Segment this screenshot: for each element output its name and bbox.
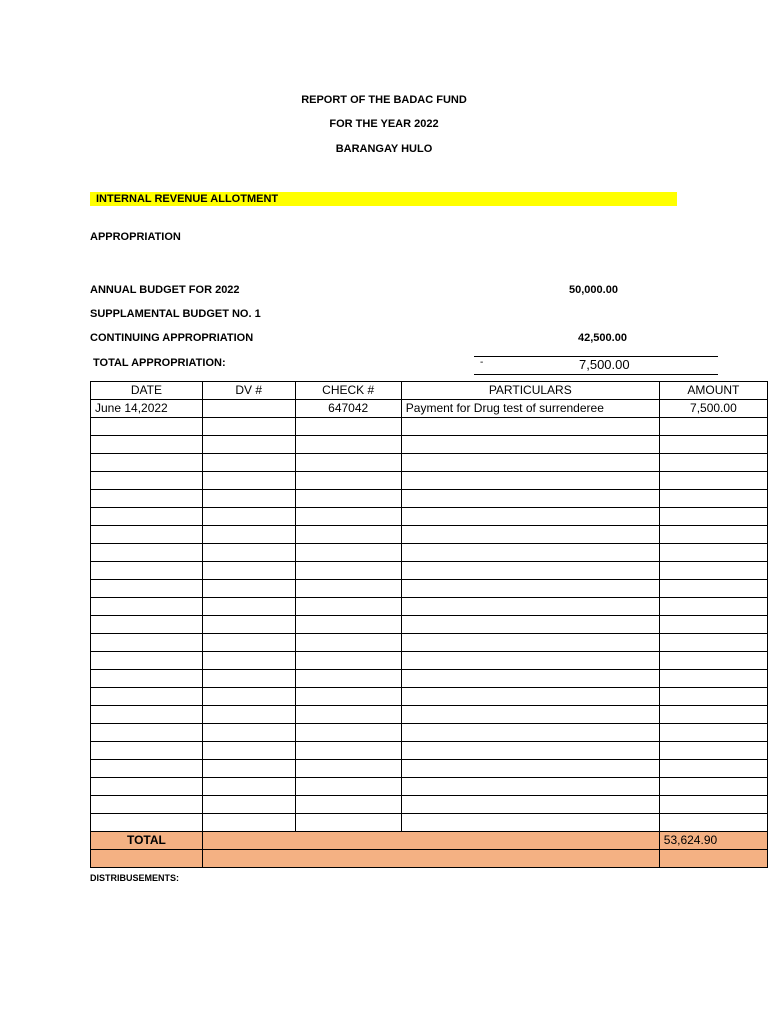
empty-cell xyxy=(295,724,401,742)
blank-cell xyxy=(91,850,203,868)
empty-cell xyxy=(295,760,401,778)
report-title: REPORT OF THE BADAC FUND xyxy=(301,94,467,106)
empty-cell xyxy=(401,490,659,508)
cell-dv xyxy=(202,400,295,418)
empty-cell xyxy=(91,742,203,760)
empty-cell xyxy=(295,796,401,814)
continuing-appropriation-label: CONTINUING APPROPRIATION xyxy=(90,332,254,344)
total-spacer xyxy=(202,832,659,850)
table-row-empty xyxy=(91,742,768,760)
empty-cell xyxy=(401,418,659,436)
empty-cell xyxy=(401,634,659,652)
table-header-row xyxy=(91,382,768,400)
empty-cell xyxy=(91,580,203,598)
empty-cell xyxy=(659,814,767,832)
empty-cell xyxy=(91,670,203,688)
empty-cell xyxy=(202,796,295,814)
empty-cell xyxy=(91,814,203,832)
empty-cell xyxy=(295,706,401,724)
empty-cell xyxy=(202,454,295,472)
total-row xyxy=(91,832,768,850)
empty-cell xyxy=(91,544,203,562)
empty-cell xyxy=(295,742,401,760)
empty-cell xyxy=(91,616,203,634)
empty-cell xyxy=(295,778,401,796)
table-row-empty xyxy=(91,634,768,652)
total-appropriation-value: 7,500.00 xyxy=(579,357,630,372)
empty-cell xyxy=(659,490,767,508)
empty-cell xyxy=(401,760,659,778)
total-appropriation-label: TOTAL APPROPRIATION: xyxy=(93,357,226,369)
table-row-empty xyxy=(91,472,768,490)
empty-cell xyxy=(401,544,659,562)
empty-cell xyxy=(202,472,295,490)
empty-cell xyxy=(91,634,203,652)
empty-cell xyxy=(659,436,767,454)
report-year: FOR THE YEAR 2022 xyxy=(329,118,439,130)
empty-cell xyxy=(295,634,401,652)
empty-cell xyxy=(401,580,659,598)
empty-cell xyxy=(659,760,767,778)
empty-cell xyxy=(659,796,767,814)
blank-cell xyxy=(202,850,659,868)
empty-cell xyxy=(202,652,295,670)
empty-cell xyxy=(401,526,659,544)
empty-cell xyxy=(401,724,659,742)
empty-cell xyxy=(202,778,295,796)
empty-cell xyxy=(202,724,295,742)
empty-cell xyxy=(91,436,203,454)
table-row-empty xyxy=(91,616,768,634)
blank-cell xyxy=(659,850,767,868)
empty-cell xyxy=(91,418,203,436)
empty-cell xyxy=(295,616,401,634)
empty-cell xyxy=(295,670,401,688)
empty-cell xyxy=(91,706,203,724)
total-amount: 53,624.90 xyxy=(659,832,767,850)
table-row-empty xyxy=(91,454,768,472)
empty-cell xyxy=(659,598,767,616)
col-header-amount: AMOUNT xyxy=(659,382,767,400)
empty-cell xyxy=(295,436,401,454)
empty-cell xyxy=(401,562,659,580)
empty-cell xyxy=(401,742,659,760)
table-row-empty xyxy=(91,562,768,580)
empty-cell xyxy=(659,454,767,472)
empty-cell xyxy=(202,580,295,598)
empty-cell xyxy=(202,526,295,544)
table-row-empty xyxy=(91,490,768,508)
empty-cell xyxy=(202,634,295,652)
appropriation-heading: APPROPRIATION xyxy=(90,231,181,243)
total-bottom-rule xyxy=(474,374,718,375)
empty-cell xyxy=(659,724,767,742)
empty-cell xyxy=(659,688,767,706)
col-header-date: DATE xyxy=(91,382,203,400)
empty-cell xyxy=(202,688,295,706)
empty-cell xyxy=(401,652,659,670)
annual-budget-label: ANNUAL BUDGET FOR 2022 xyxy=(90,284,240,296)
supplemental-budget-label: SUPPLAMENTAL BUDGET NO. 1 xyxy=(90,308,261,320)
empty-cell xyxy=(91,760,203,778)
empty-cell xyxy=(659,418,767,436)
empty-cell xyxy=(295,418,401,436)
empty-cell xyxy=(401,598,659,616)
empty-cell xyxy=(659,526,767,544)
disbursement-table xyxy=(90,381,768,868)
empty-cell xyxy=(659,616,767,634)
empty-cell xyxy=(202,670,295,688)
empty-cell xyxy=(202,418,295,436)
empty-cell xyxy=(659,472,767,490)
col-header-check: CHECK # xyxy=(295,382,401,400)
empty-cell xyxy=(295,598,401,616)
table-row-empty xyxy=(91,418,768,436)
total-row-blank xyxy=(91,850,768,868)
empty-cell xyxy=(659,544,767,562)
table-row-empty xyxy=(91,544,768,562)
empty-cell xyxy=(295,454,401,472)
empty-cell xyxy=(91,598,203,616)
table-row-empty xyxy=(91,508,768,526)
empty-cell xyxy=(91,454,203,472)
total-appropriation-prefix: - xyxy=(480,357,484,368)
empty-cell xyxy=(659,580,767,598)
table-row-empty xyxy=(91,436,768,454)
empty-cell xyxy=(401,778,659,796)
empty-cell xyxy=(659,652,767,670)
table-row-empty xyxy=(91,778,768,796)
cell-check: 647042 xyxy=(295,400,401,418)
table-row-empty xyxy=(91,598,768,616)
empty-cell xyxy=(202,508,295,526)
empty-cell xyxy=(202,760,295,778)
empty-cell xyxy=(401,454,659,472)
table-row-empty xyxy=(91,814,768,832)
table-row-empty xyxy=(91,670,768,688)
cell-particulars: Payment for Drug test of surrenderee xyxy=(401,400,659,418)
empty-cell xyxy=(202,562,295,580)
empty-cell xyxy=(295,562,401,580)
empty-cell xyxy=(91,526,203,544)
cell-date: June 14,2022 xyxy=(91,400,203,418)
empty-cell xyxy=(91,796,203,814)
total-label: TOTAL xyxy=(91,832,203,850)
empty-cell xyxy=(91,724,203,742)
table-row-empty xyxy=(91,652,768,670)
empty-cell xyxy=(401,616,659,634)
source-highlight xyxy=(90,192,677,206)
empty-cell xyxy=(401,706,659,724)
empty-cell xyxy=(295,580,401,598)
table-row-empty xyxy=(91,706,768,724)
empty-cell xyxy=(659,742,767,760)
empty-cell xyxy=(659,634,767,652)
table-row-empty xyxy=(91,760,768,778)
table-row-empty xyxy=(91,580,768,598)
annual-budget-value: 50,000.00 xyxy=(569,284,618,296)
table-row-empty xyxy=(91,688,768,706)
col-header-dv: DV # xyxy=(202,382,295,400)
empty-cell xyxy=(91,490,203,508)
empty-cell xyxy=(295,526,401,544)
empty-cell xyxy=(202,436,295,454)
empty-cell xyxy=(202,616,295,634)
empty-cell xyxy=(659,706,767,724)
empty-cell xyxy=(202,814,295,832)
distribution-label: DISTRIBUSEMENTS: xyxy=(90,873,180,883)
empty-cell xyxy=(401,814,659,832)
empty-cell xyxy=(401,436,659,454)
empty-cell xyxy=(91,778,203,796)
table-row-empty xyxy=(91,724,768,742)
empty-cell xyxy=(295,652,401,670)
empty-cell xyxy=(91,688,203,706)
empty-cell xyxy=(91,472,203,490)
empty-cell xyxy=(202,490,295,508)
barangay-name: BARANGAY HULO xyxy=(335,143,433,155)
col-header-particulars: PARTICULARS xyxy=(401,382,659,400)
empty-cell xyxy=(202,598,295,616)
empty-cell xyxy=(295,814,401,832)
empty-cell xyxy=(295,472,401,490)
empty-cell xyxy=(659,562,767,580)
empty-cell xyxy=(91,562,203,580)
empty-cell xyxy=(295,544,401,562)
table-row xyxy=(91,400,768,418)
empty-cell xyxy=(659,508,767,526)
table-row-empty xyxy=(91,526,768,544)
empty-cell xyxy=(91,508,203,526)
source-label: INTERNAL REVENUE ALLOTMENT xyxy=(96,193,279,205)
cell-amount: 7,500.00 xyxy=(659,400,767,418)
empty-cell xyxy=(295,688,401,706)
empty-cell xyxy=(401,508,659,526)
empty-cell xyxy=(202,706,295,724)
empty-cell xyxy=(401,472,659,490)
empty-cell xyxy=(401,670,659,688)
empty-cell xyxy=(91,652,203,670)
continuing-appropriation-value: 42,500.00 xyxy=(578,332,627,344)
empty-cell xyxy=(295,490,401,508)
empty-cell xyxy=(659,778,767,796)
empty-cell xyxy=(401,688,659,706)
empty-cell xyxy=(401,796,659,814)
empty-cell xyxy=(202,742,295,760)
empty-cell xyxy=(295,508,401,526)
table-row-empty xyxy=(91,796,768,814)
empty-cell xyxy=(659,670,767,688)
empty-cell xyxy=(202,544,295,562)
